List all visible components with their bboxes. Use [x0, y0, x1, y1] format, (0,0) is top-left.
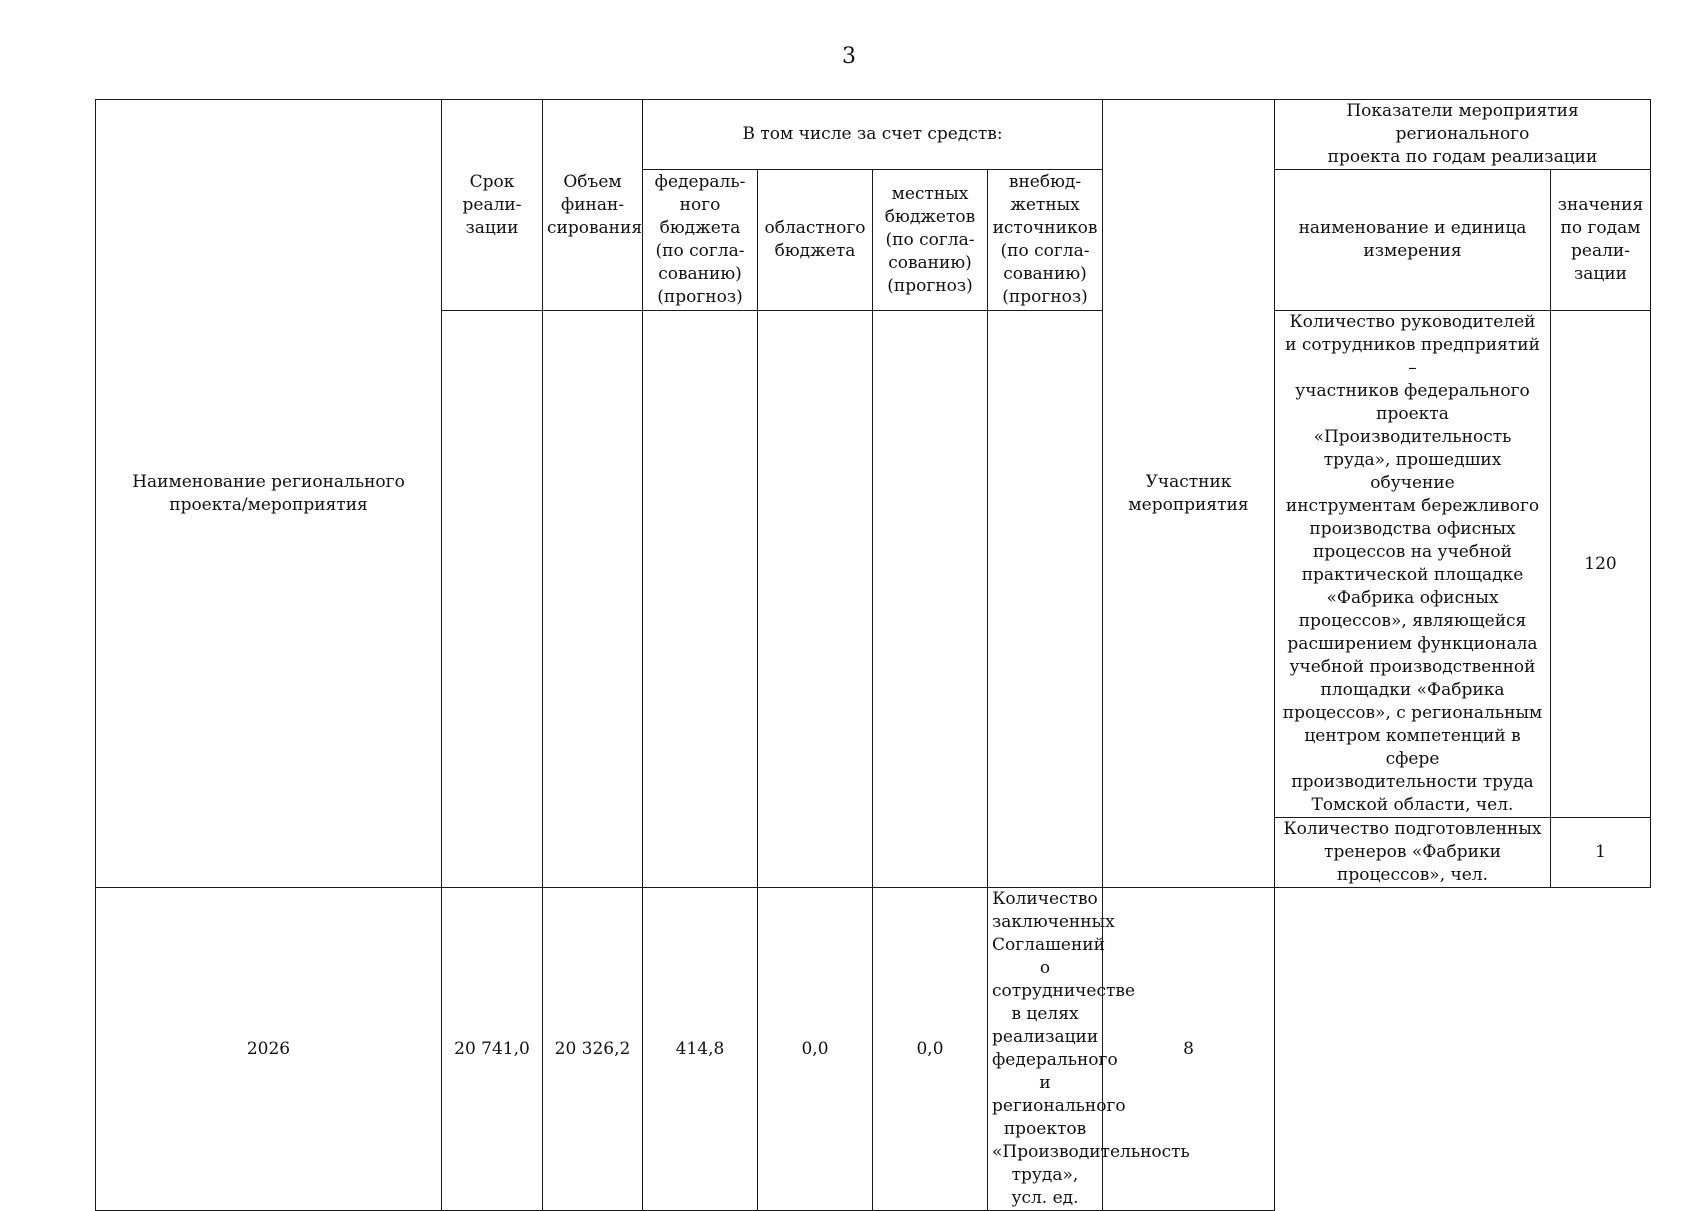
empty-term-cell [442, 311, 543, 888]
local-value: 0,0 [758, 888, 873, 1211]
empty-volume-cell [543, 311, 643, 888]
header-federal-budget: федераль- ного бюджета (по согла- сованию) (прогноз) [643, 170, 758, 311]
header-participant: Участник мероприятия [1103, 100, 1275, 888]
page-number: 3 [842, 44, 856, 69]
header-project-name: Наименование регионального проекта/мероприятия [96, 100, 442, 888]
header-offbudget-sources: внебюд- жетных источников (по согла- сованию) (прогноз) [988, 170, 1103, 311]
indicator-name: Количество подготовленных тренеров «Фабрики процессов», чел. [1275, 818, 1551, 888]
empty-regional-cell [758, 311, 873, 888]
header-term: Срок реали- зации [442, 100, 543, 311]
indicator-value: 1 [1551, 818, 1651, 888]
empty-local-cell [873, 311, 988, 888]
federal-value: 20 326,2 [543, 888, 643, 1211]
header-local-budgets: местных бюджетов (по согла- сованию) (прогноз) [873, 170, 988, 311]
header-volume: Объем финан- сирования [543, 100, 643, 311]
header-funding-group: В том числе за счет средств: [643, 100, 1103, 170]
indicator-name: Количество заключенных Соглашений о сотрудничестве в целях реализации федерального и регионального проектов «Производительность труда», усл. ед. [988, 888, 1103, 1211]
term-value: 2026 [96, 888, 442, 1211]
header-indicator-name: наименование и единица измерения [1275, 170, 1551, 311]
empty-federal-cell [643, 311, 758, 888]
indicator-value: 8 [1103, 888, 1275, 1211]
table-row [96, 888, 1651, 1211]
offbudget-value: 0,0 [873, 888, 988, 1211]
regional-project-table [95, 99, 1651, 1211]
header-regional-budget: областного бюджета [758, 170, 873, 311]
empty-offbudget-cell [988, 311, 1103, 888]
header-indicators-group: Показатели мероприятия регионального проекта по годам реализации [1275, 100, 1651, 170]
indicator-name: Количество руководителей и сотрудников предприятий – участников федерального проекта «Производительность труда», прошедших обучение инструментам бережливого производства офисных процессов на учебной практической площадке «Фабрика офисных процессов», являющейся расширением функционала учебной производственной площадки «Фабрика процессов», с региональным центром компетенций в сфере производительности труда Томской области, чел. [1275, 311, 1551, 818]
header-row-top [96, 100, 1651, 170]
regional-value: 414,8 [643, 888, 758, 1211]
indicator-value: 120 [1551, 311, 1651, 818]
header-indicator-values: значения по годам реали- зации [1551, 170, 1651, 311]
volume-value: 20 741,0 [442, 888, 543, 1211]
